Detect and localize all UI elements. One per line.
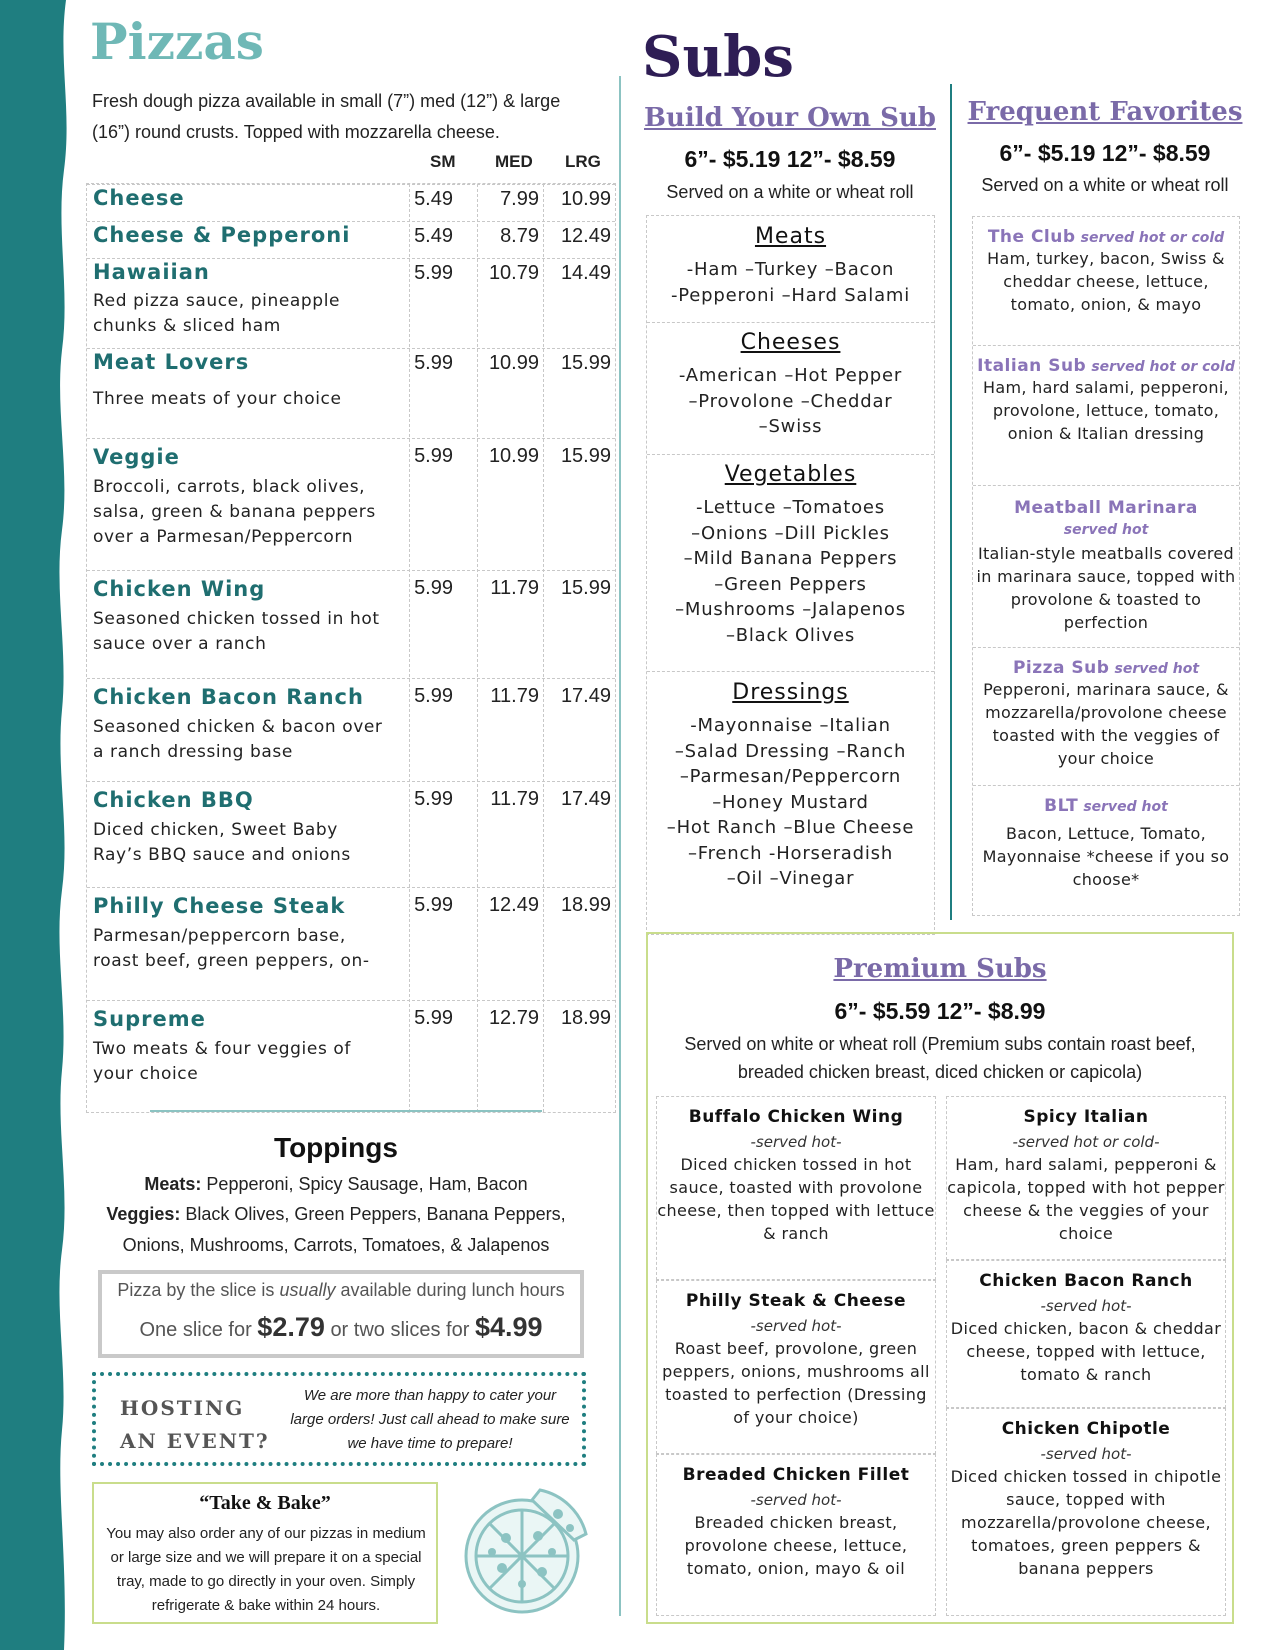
premium-sub-description: Breaded chicken breast, provolone cheese, lettuce, tomato, onion, mayo & oil: [684, 1513, 908, 1578]
price-small: 5.49: [414, 188, 453, 210]
toppings-meats: [86, 1174, 586, 1195]
favorite-description: Ham, hard salami, pepperoni, provolone, lettuce, tomato, onion & Italian dressing: [983, 378, 1229, 443]
favorite-item: [973, 647, 1239, 785]
pizza-row: [87, 184, 615, 221]
premium-subs-served-line-2: breaded chicken breast, diced chicken or capicola): [737, 1062, 1143, 1082]
premium-subs-served-line-1: Served on white or wheat roll (Premium subs contain roast beef,: [684, 1034, 1196, 1054]
price-large: 18.99: [560, 1007, 611, 1029]
slice-emphasis: usually: [279, 1280, 336, 1300]
byo-divider: [647, 454, 934, 455]
subs-heading: Subs: [642, 24, 794, 90]
pizza-row: [87, 258, 615, 348]
byo-item-line: –Provolone –Cheddar: [688, 390, 893, 412]
pizza-row: [87, 221, 615, 258]
favorite-serving-note: served hot or cold: [1091, 359, 1235, 375]
favorite-item: [973, 785, 1239, 915]
two-slice-label: or two slices for: [330, 1319, 470, 1341]
favorite-name: Italian Sub: [977, 356, 1087, 376]
pizza-row: [87, 1000, 615, 1110]
favorite-item: [973, 345, 1239, 485]
premium-subs-price: 6”- $5.59 12”- $8.99: [834, 998, 1046, 1024]
premium-sub-serving-note: -served hot-: [750, 1317, 842, 1335]
favorite-serving-note: served hot: [1063, 522, 1149, 538]
pizza-description: Seasoned chicken & bacon over a ranch dressing base: [93, 717, 383, 762]
byo-item-line: -American –Hot Pepper: [678, 365, 903, 386]
byo-item-line: –Onions –Dill Pickles: [691, 522, 890, 544]
pizza-name: Chicken BBQ: [93, 788, 254, 812]
one-slice-price: $2.79: [257, 1312, 325, 1342]
favorite-serving-note: served hot: [1083, 799, 1168, 815]
pizzas-intro: [92, 86, 612, 148]
premium-sub-description: Roast beef, provolone, green peppers, onions, mushrooms all toasted to perfection (Dressing of your choice): [662, 1339, 930, 1427]
slice-text: available during lunch hours: [340, 1280, 565, 1300]
favorite-name: The Club: [987, 227, 1076, 247]
pizza-description: Diced chicken, Sweet Baby Ray’s BBQ sauce and onions: [93, 820, 351, 865]
event-title-line: HOSTING: [120, 1396, 245, 1420]
premium-sub-description: Diced chicken, bacon & cheddar cheese, topped with lettuce, tomato & ranch: [950, 1319, 1222, 1384]
pizza-name: Philly Cheese Steak: [93, 894, 346, 918]
one-slice-label: One slice for: [139, 1319, 252, 1341]
byo-section-items: [647, 713, 934, 892]
favorite-description: Ham, turkey, bacon, Swiss & cheddar cheese, lettuce, tomato, onion, & mayo: [987, 249, 1225, 314]
favorite-title: [973, 796, 1239, 816]
pizza-row: [87, 438, 615, 570]
byo-divider: [647, 671, 934, 672]
favorite-item: [973, 485, 1239, 647]
byo-item-line: –Parmesan/Peppercorn: [679, 766, 902, 787]
premium-sub-serving-note: -served hot-: [1040, 1445, 1132, 1463]
pizza-price-table: [86, 183, 616, 1113]
take-and-bake-box: [92, 1482, 438, 1624]
meats-label: Meats:: [144, 1174, 202, 1194]
size-header-small: SM: [430, 152, 456, 171]
column-divider-left: [619, 76, 621, 1616]
favorite-serving-note: served hot: [1114, 661, 1200, 677]
favorite-title: [973, 658, 1239, 678]
favorite-item: [973, 217, 1239, 345]
price-large: 14.49: [560, 262, 611, 284]
favorite-name: BLT: [1044, 796, 1079, 816]
pizza-name: Hawaiian: [93, 260, 210, 284]
byo-section-title: Vegetables: [724, 462, 857, 487]
price-large: 17.49: [560, 685, 611, 707]
price-medium: 7.99: [500, 188, 539, 210]
favorite-name: Pizza Sub: [1012, 658, 1110, 678]
price-medium: 10.99: [488, 445, 539, 467]
premium-subs-box: [646, 932, 1234, 1624]
premium-sub-card: [656, 1454, 936, 1616]
slice-availability: [102, 1280, 580, 1301]
favorite-description: Pepperoni, marinara sauce, & mozzarella/provolone cheese toasted with the veggies of your choice: [983, 680, 1229, 768]
pizza-description: Red pizza sauce, pineapple chunks & sliced ham: [93, 291, 341, 336]
favorite-title: [973, 227, 1239, 247]
price-medium: 8.79: [500, 225, 539, 247]
take-and-bake-title: “Take & Bake”: [199, 1492, 331, 1514]
byo-section-title: Dressings: [732, 680, 849, 705]
take-and-bake-text: You may also order any of our pizzas in medium or large size and we will prepare it on a special tray, made to go directly in your oven. Simply refrigerate & bake within 24 hours.: [106, 1525, 426, 1614]
price-large: 17.49: [560, 788, 611, 810]
pizza-name: Cheese & Pepperoni: [93, 223, 351, 247]
frequent-favorites-price: 6”- $5.19 12”- $8.59: [999, 140, 1211, 166]
pizza-name: Veggie: [93, 445, 180, 469]
byo-item-line: –Green Peppers: [714, 573, 867, 595]
pizzas-intro-line-2: (16”) round crusts. Topped with mozzarella cheese.: [92, 122, 500, 142]
byo-item-line: –Honey Mustard: [712, 791, 869, 813]
premium-sub-serving-note: -served hot or cold-: [1012, 1133, 1160, 1151]
two-slice-price: $4.99: [474, 1312, 543, 1342]
veggies-list-line-2: Onions, Mushrooms, Carrots, Tomatoes, & Jalapenos: [122, 1235, 550, 1255]
build-your-own-options: [646, 215, 935, 935]
veggies-list-line-1: Black Olives, Green Peppers, Banana Peppers,: [185, 1204, 566, 1224]
premium-sub-name: Spicy Italian: [1023, 1107, 1149, 1127]
premium-sub-card: [656, 1096, 936, 1280]
price-medium: 10.99: [488, 352, 539, 374]
byo-item-line: -Mayonnaise –Italian: [690, 715, 891, 736]
hosting-event-box: [92, 1372, 586, 1466]
byo-item-line: –Swiss: [758, 416, 823, 437]
pizza-description: Parmesan/peppercorn base, roast beef, green peppers, on-: [93, 926, 370, 971]
pizza-name: Cheese: [93, 186, 185, 210]
price-large: 15.99: [560, 577, 611, 599]
pizzas-intro-line-1: Fresh dough pizza available in small (7”) med (12”) & large: [92, 91, 561, 111]
size-header-large: LRG: [565, 152, 601, 171]
premium-sub-description: Ham, hard salami, pepperoni & capicola, topped with hot pepper cheese & the veggies of your choice: [947, 1155, 1225, 1243]
toppings-heading: Toppings: [274, 1132, 398, 1163]
byo-section-items: [647, 257, 934, 308]
event-title-line: AN EVENT?: [120, 1429, 270, 1453]
premium-sub-name: Breaded Chicken Fillet: [682, 1465, 910, 1485]
build-your-own-heading: Build Your Own Sub: [643, 103, 936, 133]
byo-section-title: Cheeses: [740, 330, 841, 355]
pizza-row: [87, 678, 615, 781]
frequent-favorites-served: Served on a white or wheat roll: [981, 175, 1229, 195]
price-small: 5.99: [414, 445, 453, 467]
slice-text: Pizza by the slice is: [117, 1280, 275, 1300]
byo-item-line: –Hot Ranch –Blue Cheese: [666, 817, 915, 838]
premium-subs-heading: Premium Subs: [833, 954, 1047, 984]
byo-section-items: [647, 495, 934, 648]
byo-item-line: –Black Olives: [725, 624, 856, 646]
pizza-name: Meat Lovers: [93, 350, 250, 374]
price-medium: 10.79: [488, 262, 539, 284]
pizza-row: [87, 887, 615, 1000]
price-large: 15.99: [560, 352, 611, 374]
price-medium: 11.79: [490, 577, 539, 599]
premium-sub-description: Diced chicken tossed in chipotle sauce, topped with mozzarella/provolone cheese, tomatoes, green peppers & banana peppers: [950, 1467, 1222, 1578]
pizza-row: [87, 570, 615, 678]
price-large: 15.99: [560, 445, 611, 467]
price-small: 5.99: [414, 894, 453, 916]
favorite-serving-note: served hot or cold: [1080, 230, 1225, 246]
column-divider-right: [950, 84, 952, 920]
byo-vegetables: [647, 462, 934, 648]
premium-sub-serving-note: -served hot-: [750, 1491, 842, 1509]
pizza-row: [87, 781, 615, 887]
price-small: 5.49: [414, 225, 453, 247]
premium-sub-name: Chicken Chipotle: [1001, 1419, 1171, 1439]
byo-item-line: –Oil –Vinegar: [726, 868, 855, 889]
frequent-favorites-list: [972, 216, 1240, 916]
price-small: 5.99: [414, 352, 453, 374]
premium-sub-card: [656, 1280, 936, 1454]
premium-sub-name: Chicken Bacon Ranch: [979, 1271, 1193, 1291]
byo-item-line: -Lettuce –Tomatoes: [696, 497, 885, 518]
pizza-name: Chicken Bacon Ranch: [93, 685, 364, 709]
hosting-event-title: [120, 1392, 280, 1458]
byo-item-line: –Mushrooms –Jalapenos: [675, 599, 906, 620]
premium-sub-card: [946, 1096, 1226, 1260]
pizza-description: Three meats of your choice: [93, 389, 342, 409]
price-large: 12.49: [560, 225, 611, 247]
size-header-medium: MED: [495, 152, 533, 171]
price-small: 5.99: [414, 685, 453, 707]
pizzas-heading: Pizzas: [90, 12, 264, 71]
price-large: 18.99: [560, 894, 611, 916]
byo-section-items: [647, 363, 934, 440]
premium-sub-name: Buffalo Chicken Wing: [688, 1107, 904, 1127]
price-small: 5.99: [414, 1007, 453, 1029]
price-medium: 12.79: [488, 1007, 539, 1029]
build-your-own-price: 6”- $5.19 12”- $8.59: [684, 146, 896, 172]
byo-item-line: –Salad Dressing –Ranch: [674, 740, 907, 762]
byo-item-line: -Ham –Turkey –Bacon: [686, 259, 895, 280]
meats-list: Pepperoni, Spicy Sausage, Ham, Bacon: [206, 1174, 528, 1194]
premium-sub-card: [946, 1260, 1226, 1408]
pizza-name: Chicken Wing: [93, 577, 266, 601]
pizza-description: Two meats & four veggies of your choice: [93, 1039, 351, 1084]
premium-sub-card: [946, 1408, 1226, 1616]
byo-item-line: –Mild Banana Peppers: [683, 548, 898, 569]
pizza-icon: [462, 1486, 592, 1616]
pizza-by-slice-box: [98, 1270, 584, 1358]
frequent-favorites-heading: Frequent Favorites: [967, 97, 1243, 127]
favorite-title: [973, 356, 1239, 376]
premium-sub-name: Philly Steak & Cheese: [685, 1291, 907, 1311]
premium-sub-serving-note: -served hot-: [1040, 1297, 1132, 1315]
toppings-rule: [150, 1110, 542, 1112]
hosting-event-text: We are more than happy to cater your large orders! Just call ahead to make sure we have time to prepare!: [290, 1387, 570, 1452]
byo-dressings: [647, 680, 934, 892]
byo-item-line: –French -Horseradish: [687, 842, 894, 864]
byo-cheeses: [647, 330, 934, 440]
byo-divider: [647, 322, 934, 323]
byo-item-line: -Pepperoni –Hard Salami: [670, 284, 911, 306]
veggies-label: Veggies:: [106, 1204, 181, 1224]
favorite-description: Bacon, Lettuce, Tomato, Mayonnaise *cheese if you so choose*: [982, 824, 1230, 889]
price-small: 5.99: [414, 788, 453, 810]
byo-meats: [647, 224, 934, 308]
pizza-description: Seasoned chicken tossed in hot sauce over a ranch: [93, 609, 380, 654]
pizza-row: [87, 348, 615, 438]
price-medium: 11.79: [490, 788, 539, 810]
price-large: 10.99: [560, 188, 611, 210]
price-small: 5.99: [414, 262, 453, 284]
favorite-description: Italian-style meatballs covered in marinara sauce, topped with provolone & toasted to perfection: [976, 544, 1236, 632]
pizza-description: Broccoli, carrots, black olives, salsa, green & banana peppers over a Parmesan/Peppercorn: [93, 477, 376, 547]
price-medium: 12.49: [488, 894, 539, 916]
premium-sub-serving-note: -served hot-: [750, 1133, 842, 1151]
price-small: 5.99: [414, 577, 453, 599]
price-medium: 11.79: [490, 685, 539, 707]
sidebar-wave-band: [0, 0, 80, 1650]
pizza-name: Supreme: [93, 1007, 206, 1031]
slice-pricing: [102, 1312, 580, 1343]
byo-section-title: Meats: [754, 224, 827, 249]
favorite-name: Meatball Marinara: [1014, 498, 1198, 518]
toppings-veggies: [86, 1204, 586, 1225]
build-your-own-served: Served on a white or wheat roll: [666, 182, 914, 202]
premium-sub-description: Diced chicken tossed in hot sauce, toasted with provolone cheese, then topped with lettuce & ranch: [657, 1155, 935, 1243]
